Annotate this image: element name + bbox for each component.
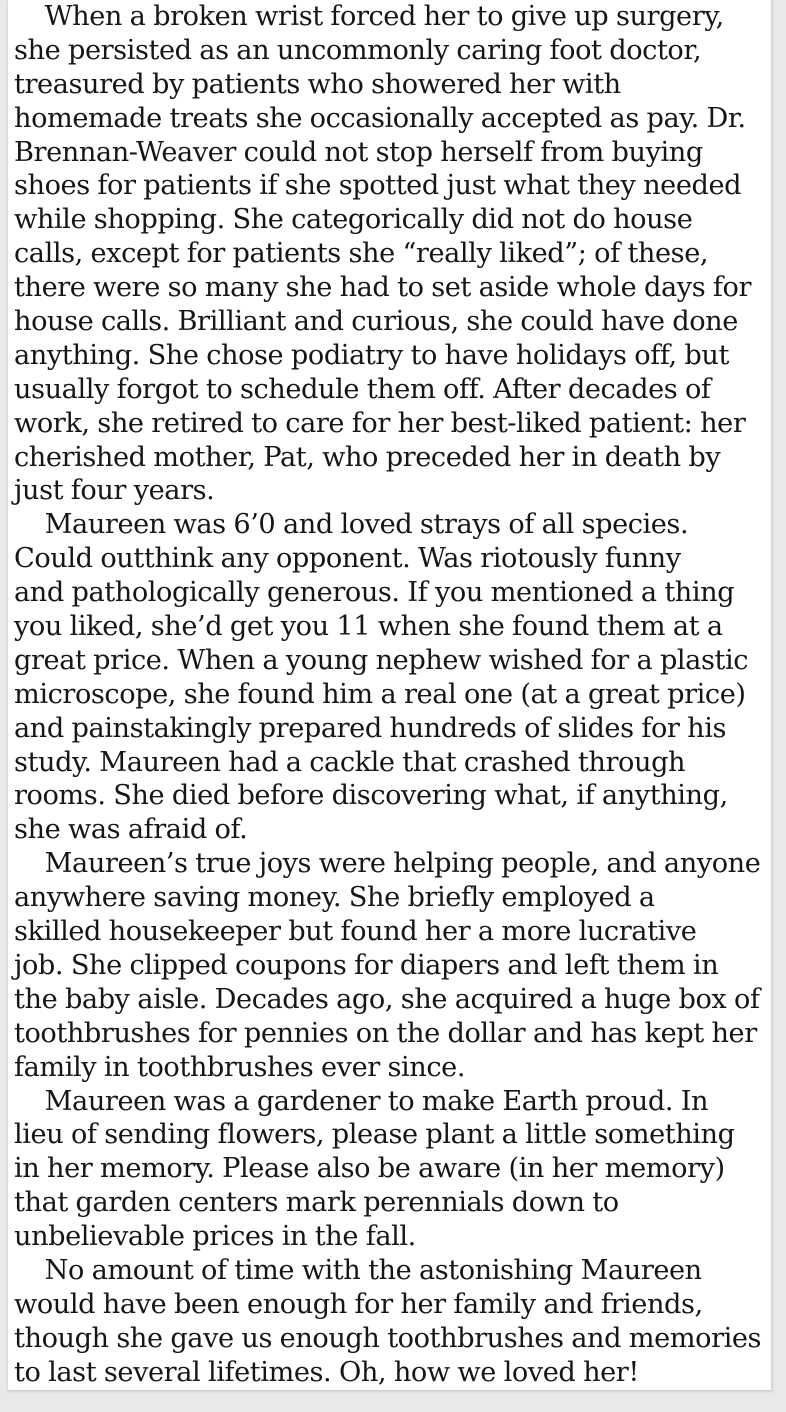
text-line: cherished mother, Pat, who preceded her in death by: [14, 440, 721, 473]
text-line: she was afraid of.: [14, 813, 248, 846]
text-line: lieu of sending flowers, please plant a little something: [14, 1118, 735, 1151]
text-line: while shopping. She categorically did not do house: [14, 203, 693, 236]
text-line: anywhere saving money. She briefly employed a: [14, 881, 655, 914]
column-divider: [771, 0, 772, 1390]
obituary-text-column: [14, 0, 774, 1390]
text-line: rooms. She died before discovering what, if anything,: [14, 779, 728, 812]
paragraph-first-line: Maureen was a gardener to make Earth proud. In: [44, 1084, 709, 1117]
text-line: Brennan-Weaver could not stop herself from buying: [14, 135, 703, 168]
text-line: job. She clipped coupons for diapers and left them in: [14, 948, 719, 981]
text-line: treasured by patients who showered her with: [14, 67, 621, 100]
text-line: you liked, she’d get you 11 when she found them at a: [14, 610, 723, 643]
text-line: that garden centers mark perennials down to: [14, 1186, 619, 1219]
paragraph-first-line: No amount of time with the astonishing Maureen: [44, 1253, 702, 1286]
text-line: skilled housekeeper but found her a more lucrative: [14, 915, 697, 948]
newspaper-clipping: [8, 0, 772, 1390]
paragraph-first-line: Maureen was 6’0 and loved strays of all species.: [44, 508, 689, 541]
text-line: she persisted as an uncommonly caring foot doctor,: [14, 33, 702, 66]
text-line: to last several lifetimes. Oh, how we loved her!: [14, 1355, 639, 1388]
text-line: in her memory. Please also be aware (in her memory): [14, 1152, 725, 1185]
text-line: family in toothbrushes ever since.: [14, 1050, 466, 1083]
text-line: just four years.: [14, 474, 215, 507]
text-line: anything. She chose podiatry to have holidays off, but: [14, 338, 729, 371]
paragraph-first-line: Maureen’s true joys were helping people, and anyone: [44, 847, 761, 880]
text-line: and painstakingly prepared hundreds of slides for his: [14, 711, 727, 744]
text-line: there were so many she had to set aside whole days for: [14, 271, 752, 304]
text-line: great price. When a young nephew wished for a plastic: [14, 643, 749, 676]
text-line: and pathologically generous. If you mentioned a thing: [14, 576, 735, 609]
text-line: microscope, she found him a real one (at a great price): [14, 677, 746, 710]
text-line: Could outthink any opponent. Was riotously funny: [14, 542, 681, 575]
text-line: unbelievable prices in the fall.: [14, 1220, 416, 1253]
text-line: usually forgot to schedule them off. After decades of: [14, 372, 711, 405]
text-line: the baby aisle. Decades ago, she acquired a huge box of: [14, 982, 760, 1015]
text-line: work, she retired to care for her best-liked patient: her: [14, 406, 746, 439]
text-line: though she gave us enough toothbrushes and memories: [14, 1321, 762, 1354]
text-line: homemade treats she occasionally accepted as pay. Dr.: [14, 101, 746, 134]
text-line: house calls. Brilliant and curious, she could have done: [14, 305, 738, 338]
text-line: calls, except for patients she “really liked”; of these,: [14, 237, 709, 270]
text-line: shoes for patients if she spotted just what they needed: [14, 169, 742, 202]
paragraph-first-line: When a broken wrist forced her to give up surgery,: [44, 0, 724, 32]
text-line: toothbrushes for pennies on the dollar and has kept her: [14, 1016, 757, 1049]
text-line: study. Maureen had a cackle that crashed through: [14, 745, 686, 778]
text-line: would have been enough for her family and friends,: [14, 1287, 703, 1320]
